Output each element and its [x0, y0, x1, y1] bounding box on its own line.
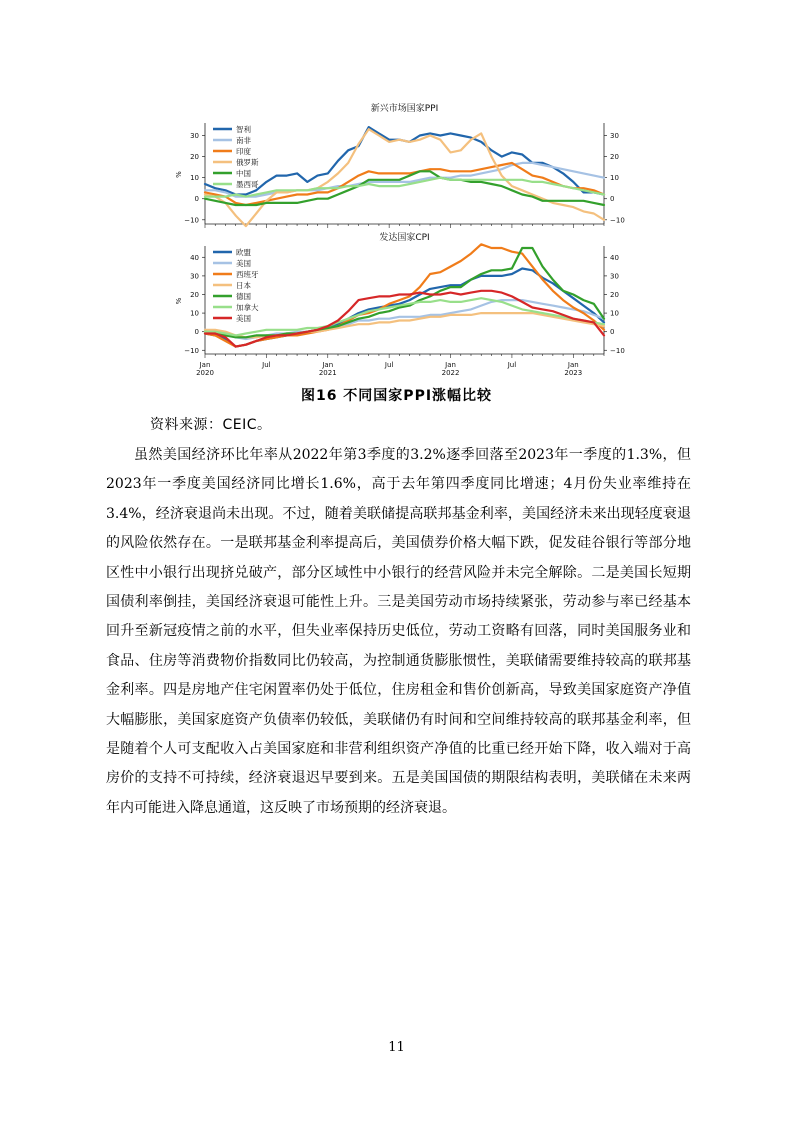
- legend-label: 印度: [236, 147, 251, 156]
- x-tick-label: Jan: [199, 361, 211, 369]
- body-paragraph: 虽然美国经济环比年率从2022年第3季度的3.2%逐季回落至2023年一季度的1.3%，但2023年一季度美国经济同比增长1.6%，高于去年第四季度同比增速；4月份失业率维持在3.4%，经济衰退尚未出现。不过，随着美联储提高联邦基金利率，美国经济未来出现轻度衰退的风险依然存在。一是联邦基金利率提高后，美国债券价格大幅下跌，促发硅谷银行等部分地区性中小银行出现挤兑破产，部分区域性中小银行的经营风险并未完全解除。二是美国长短期国债利率倒挂，美国经济衰退可能性上升。三是美国劳动市场持续紧张，劳动参与率已经基本回升至新冠疫情之前的水平，但失业率保持历史低位，劳动工资略有回落，同时美国服务业和食品、住房等消费物价指数同比仍较高，为控制通货膨胀惯性，美联储需要维持较高的联邦基金利率。四是房地产住宅闲置率仍处于低位，住房租金和售价创新高，导致美国家庭资产净值大幅膨胀，美国家庭资产负债率仍较低，美联储仍有时间和空间维持较高的联邦基金利率，但是随着个人可支配收入占美国家庭和非营利组织资产净值的比重已经开始下降，收入端对于高房价的支持不可持续，经济衰退迟早要到来。五是美国国债的期限结构表明，美联储在未来两年内可能进入降息通道，这反映了市场预期的经济衰退。: [106, 447, 691, 816]
- legend-label: 日本: [236, 281, 251, 290]
- y-tick-label-left: 10: [190, 309, 199, 318]
- x-tick-label: Jul: [262, 361, 271, 369]
- x-tick-label: Jan: [567, 361, 579, 369]
- y-tick-label-left: 40: [190, 253, 199, 262]
- legend-label: 美国: [236, 259, 251, 268]
- y-axis-label: %: [175, 297, 183, 305]
- legend-label: 中国: [236, 169, 251, 178]
- y-tick-label-right: −10: [610, 346, 625, 355]
- y-tick-label-left: 0: [194, 195, 199, 204]
- y-tick-label-right: 10: [610, 174, 619, 183]
- legend-label: 加拿大: [236, 303, 259, 312]
- legend-label: 德国: [236, 292, 251, 301]
- series-line-6: [205, 178, 604, 197]
- series-line-5: [205, 248, 604, 337]
- y-tick-label-right: 20: [610, 290, 619, 299]
- legend-label: 俄罗斯: [236, 158, 259, 167]
- legend-label: 美国: [236, 314, 251, 323]
- y-tick-label-right: 40: [610, 253, 619, 262]
- y-tick-label-right: 10: [610, 309, 619, 318]
- x-tick-label: 2022: [441, 369, 460, 377]
- chart-title: 新兴市场国家PPI: [370, 104, 439, 114]
- legend-label: 墨西哥: [236, 180, 259, 189]
- ppi-cpi-chart: [0, 0, 793, 395]
- y-tick-label-right: 0: [610, 328, 615, 337]
- legend-label: 智利: [236, 125, 251, 134]
- legend: [213, 247, 259, 323]
- x-tick-label: 2023: [564, 369, 583, 377]
- y-tick-label-right: −10: [610, 216, 625, 225]
- x-tick-label: 2020: [196, 369, 214, 377]
- x-tick-label: 2021: [318, 369, 337, 377]
- legend: [213, 124, 259, 189]
- series-line-5: [205, 171, 604, 205]
- y-tick-label-left: −10: [184, 216, 199, 225]
- chart-panel-2: [175, 231, 625, 377]
- figure: [0, 0, 793, 395]
- legend-label: 欧盟: [236, 248, 251, 257]
- y-tick-label-left: 10: [190, 174, 199, 183]
- chart-panel-1: [175, 102, 625, 228]
- x-tick-label: Jan: [445, 361, 456, 369]
- figure-caption: 图16 不同国家PPI涨幅比较: [300, 388, 493, 404]
- y-axis-label: %: [175, 171, 183, 178]
- y-tick-label-right: 0: [610, 195, 615, 204]
- x-tick-label: Jan: [322, 361, 334, 369]
- y-tick-label-right: 30: [610, 132, 619, 141]
- legend-label: 南非: [236, 136, 251, 145]
- y-tick-label-left: 20: [190, 290, 199, 299]
- y-tick-label-right: 30: [610, 272, 619, 281]
- x-tick-label: Jul: [384, 361, 394, 369]
- page-number: 11: [388, 1040, 405, 1055]
- legend-label: 西班牙: [236, 270, 259, 279]
- series-line-2: [205, 163, 604, 197]
- x-tick-label: Jul: [507, 361, 517, 369]
- source-note: 资料来源：CEIC。: [150, 417, 272, 433]
- y-tick-label-left: 30: [190, 272, 199, 281]
- y-tick-label-right: 20: [610, 153, 619, 162]
- y-tick-label-left: −10: [184, 346, 199, 355]
- y-tick-label-left: 20: [190, 153, 199, 162]
- chart-title: 发达国家CPI: [379, 233, 430, 243]
- y-tick-label-left: 0: [194, 328, 199, 337]
- y-tick-label-left: 30: [190, 132, 199, 141]
